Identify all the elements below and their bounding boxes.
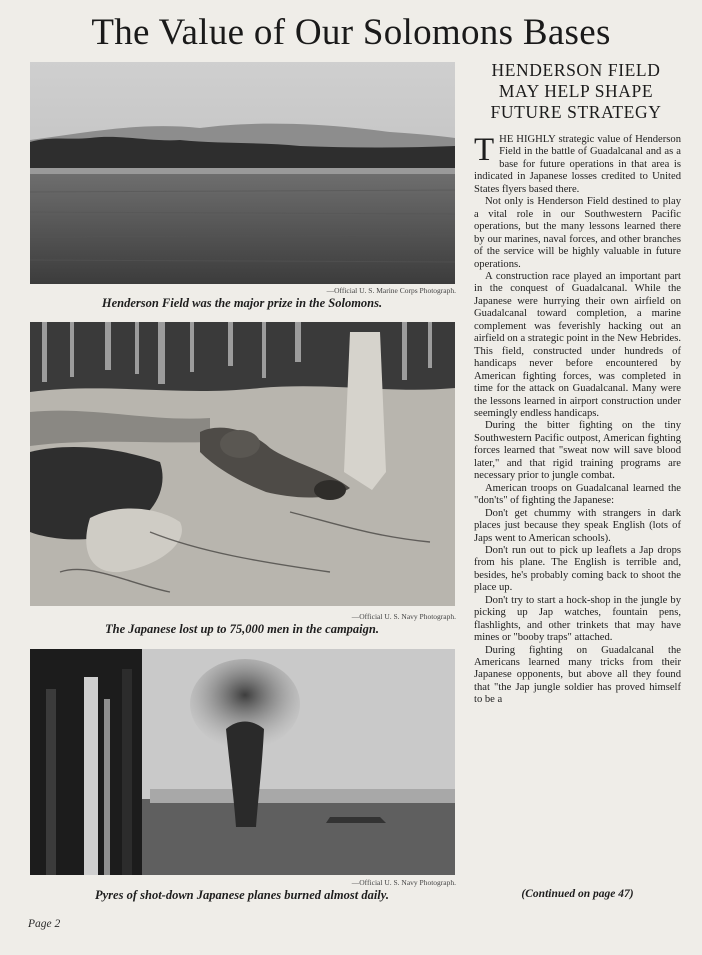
headline-line-3: FUTURE STRATEGY <box>490 102 662 122</box>
article-body <box>474 134 681 707</box>
battlefield-image <box>30 322 455 606</box>
article-paragraph: American troops on Guadalcanal learned the "don'ts" of fighting the Japanese: <box>474 482 681 507</box>
headline-line-1: HENDERSON FIELD <box>491 60 661 80</box>
fallen-soldiers-photo <box>30 322 455 606</box>
photo-caption-3: Pyres of shot-down Japanese planes burned almost daily. <box>95 888 389 902</box>
photo-credit-1: —Official U. S. Marine Corps Photograph. <box>326 286 456 295</box>
burning-plane-photo <box>30 649 455 875</box>
article-paragraph: Don't get chummy with strangers in dark places just because they speak English (lots of Japs went to American schools). <box>474 507 681 544</box>
article-paragraph: A construction race played an important part in the conquest of Guadalcanal. While the Japanese were hurrying their own airfield on Guadalcanal toward completion, a marine complement was feverishly hacking out an airfield on a strategic point in the New Hebrides. This field, constructed under hundreds of handicaps never before encountered by American fighting forces, was completed in time for the attack on Guadalcanal. Many were the lessons learned in airport construction under seemingly endless handicaps. <box>474 270 681 419</box>
photo-caption-2: The Japanese lost up to 75,000 men in the campaign. <box>105 622 379 636</box>
article-paragraph: During fighting on Guadalcanal the Americans learned many tricks from their Japanese opponents, but above all they found that "the Jap jungle soldier has proved himself to be a <box>474 644 681 706</box>
article-paragraph: Don't try to start a hock-shop in the jungle by picking up Jap watches, fountain pens, flashlights, and other trinkets that may have mines or "booby traps" attached. <box>474 594 681 644</box>
article-paragraph: Not only is Henderson Field destined to play a vital role in our Southwestern Pacific operations, but the many lessons learned there by our marines, naval forces, and other branches of the service will be highly valuable in future operations. <box>474 196 681 270</box>
photo-credit-3: —Official U. S. Navy Photograph. <box>351 878 456 887</box>
photo-caption-1: Henderson Field was the major prize in the Solomons. <box>101 296 383 310</box>
article-paragraph: During the bitter fighting on the tiny Southwestern Pacific outpost, American fighting forces learned that "sweat now will save blood later," and that rigid training programs are necessary prior to jungle combat. <box>474 420 681 482</box>
headline-line-2: MAY HELP SHAPE <box>498 81 654 101</box>
photo-credit-2: —Official U. S. Navy Photograph. <box>351 612 456 621</box>
article-paragraph: Don't run out to pick up leaflets a Jap drops from his plane. The English is terrible and, besides, he's probably coming back to shoot the place up. <box>474 544 681 594</box>
henderson-field-photo <box>30 62 455 284</box>
article-headline <box>470 60 682 123</box>
smoke-pyre-image <box>30 649 455 875</box>
airfield-image <box>30 62 455 284</box>
drop-cap: T <box>474 132 495 168</box>
page-number: Page 2 <box>28 918 61 930</box>
article-paragraph: THE HIGHLY strategic value of Henderson Field in the battle of Guadalcanal and as a base for future operations in that area is indicated in Japanese losses credited to United States flyers based there. <box>474 132 681 195</box>
page-title: The Value of Our Solomons Bases <box>91 12 611 53</box>
continued-note: (Continued on page 47) <box>521 888 634 900</box>
